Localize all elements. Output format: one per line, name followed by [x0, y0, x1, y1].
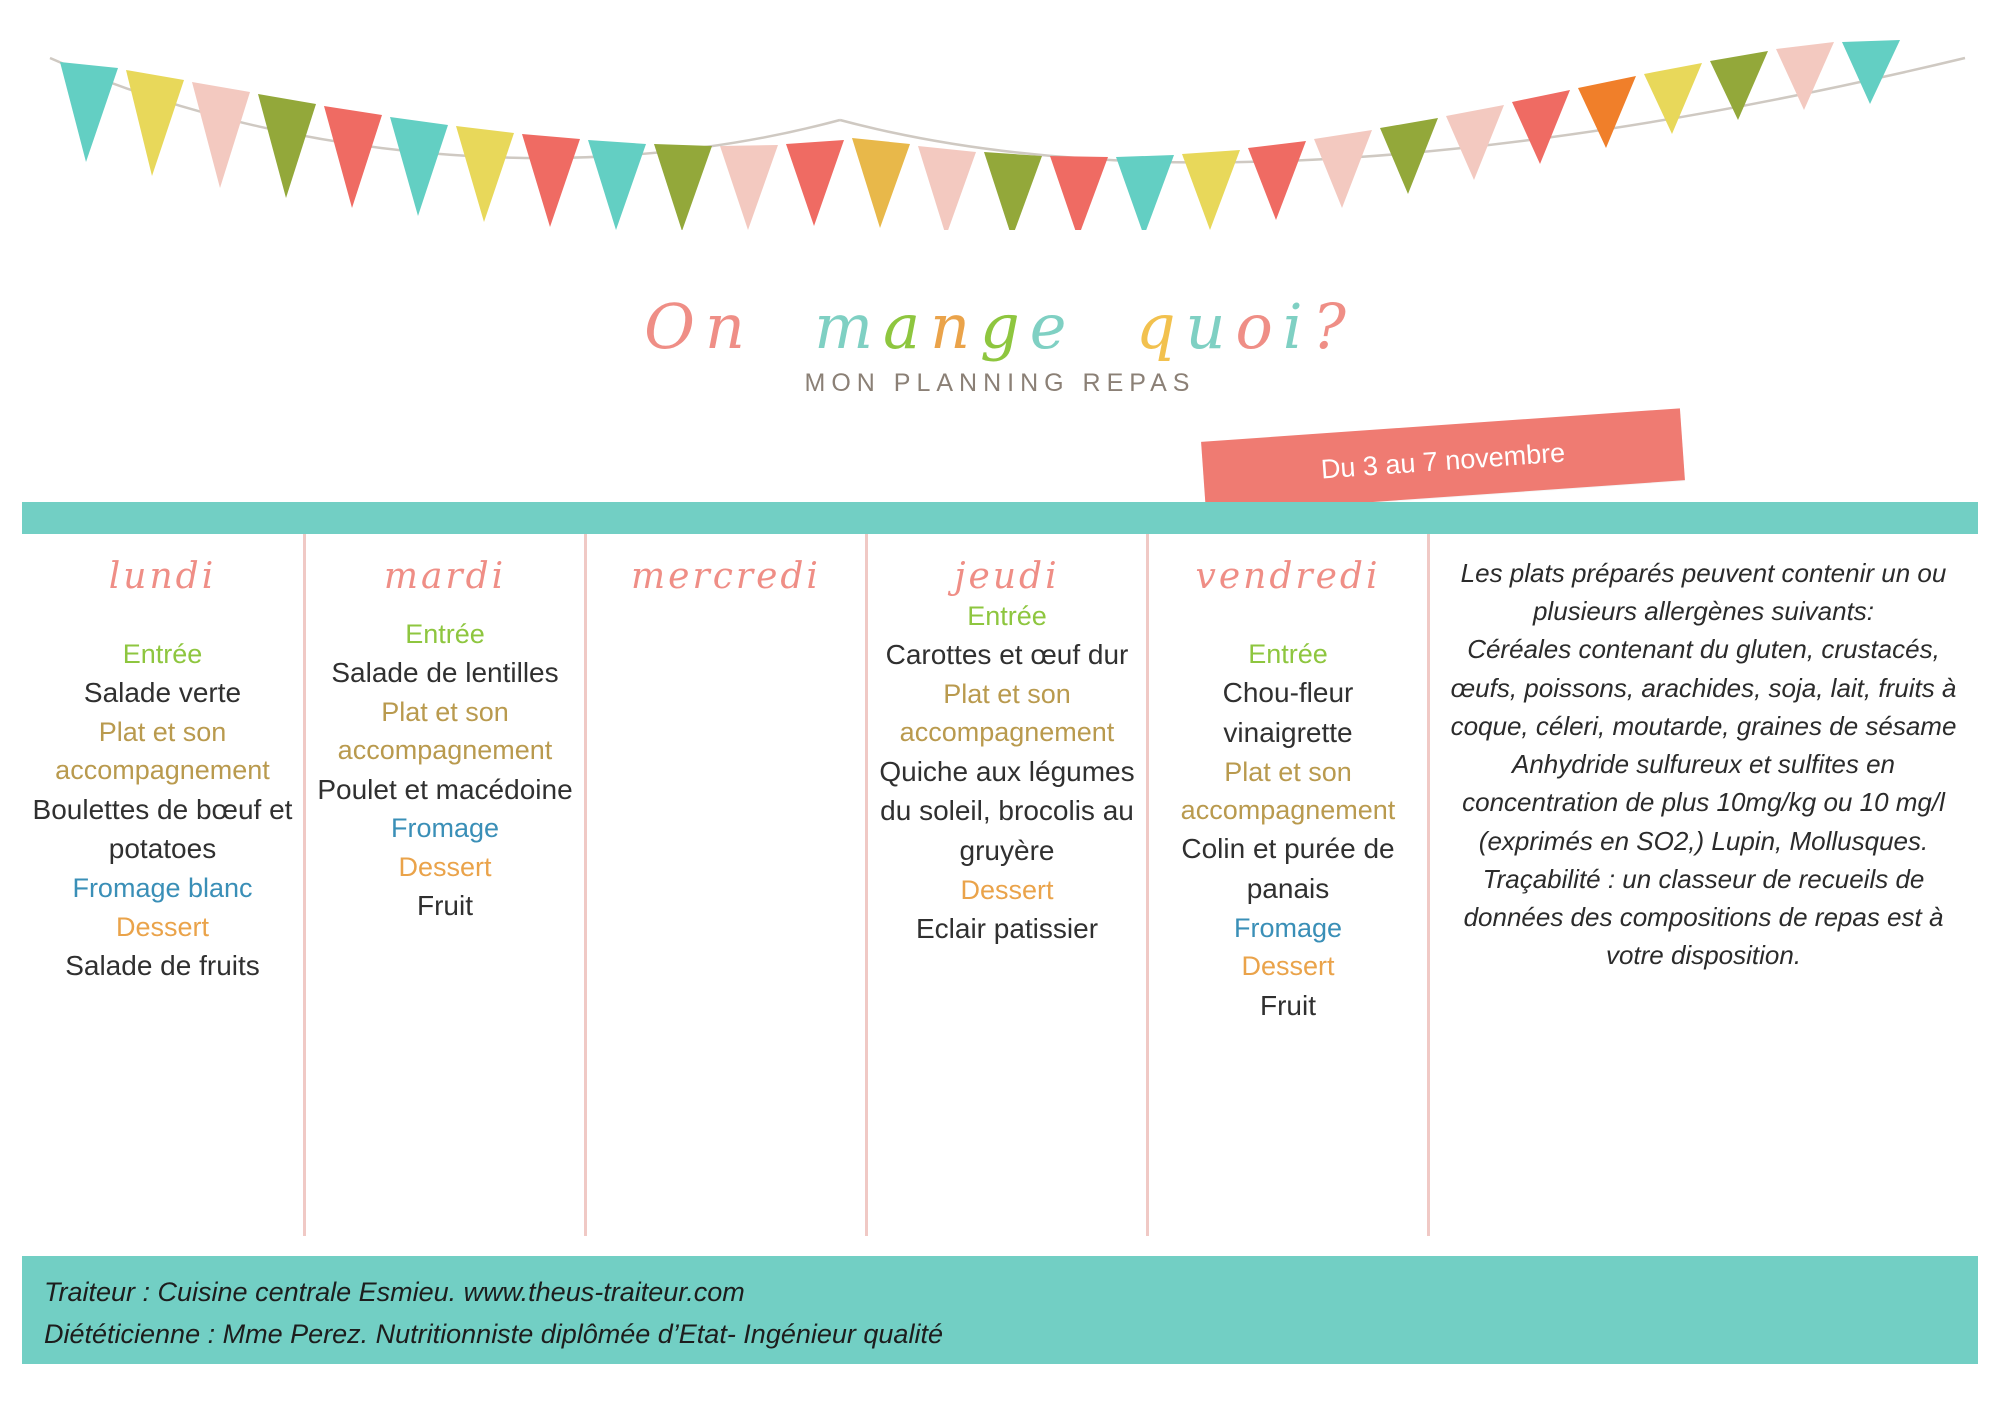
menu-mardi — [316, 615, 574, 926]
value-entree-vendredi: Chou-fleur vinaigrette — [1222, 677, 1354, 749]
day-column-lundi — [22, 534, 303, 1236]
label-plat-mardi: Plat et son accompagnement — [337, 697, 553, 766]
day-column-vendredi — [1146, 534, 1427, 1236]
value-entree-mardi: Salade de lentilles — [331, 657, 559, 689]
day-title-mardi: mardi — [383, 556, 507, 597]
allergen-paragraph-2: Céréales contenant du gluten, crustacés, œufs, poissons, arachides, soja, lait, fruits à coque, céleri, moutarde, graines de sésame — [1450, 634, 1957, 741]
day-title-jeudi: jeudi — [954, 556, 1060, 597]
day-title-mercredi: mercredi — [631, 556, 821, 597]
value-entree-lundi: Salade verte — [83, 677, 242, 709]
title-block — [0, 290, 2000, 398]
value-dessert-jeudi: Eclair patissier — [915, 913, 1099, 945]
menu-vendredi — [1159, 635, 1417, 1025]
label-plat-lundi: Plat et son accompagnement — [55, 717, 270, 786]
label-fromage-vendredi: Fromage — [1233, 912, 1343, 943]
footer-dietician: Diététicienne : Mme Perez. Nutritionniste diplômée d’Etat- Ingénieur qualité — [44, 1318, 943, 1349]
footer-caterer: Traiteur : Cuisine centrale Esmieu. www.theus-traiteur.com — [44, 1277, 745, 1307]
menu-jeudi — [878, 597, 1136, 949]
allergen-paragraph-3: Anhydride sulfureux et sulfites en concentration de plus 10mg/kg ou 10 mg/l (exprimés en SO2,) Lupin, Mollusques. — [1462, 749, 1945, 856]
day-title-lundi: lundi — [108, 556, 217, 597]
week-banner — [1201, 408, 1685, 513]
value-dessert-mardi: Fruit — [417, 890, 473, 922]
bunting-flags — [60, 40, 1900, 230]
value-plat-vendredi: Colin et purée de panais — [1181, 833, 1395, 905]
day-column-mardi — [303, 534, 584, 1236]
label-entree-jeudi: Entrée — [967, 601, 1047, 631]
value-plat-lundi: Boulettes de bœuf et potatoes — [32, 793, 293, 865]
value-plat-jeudi: Quiche aux légumes du soleil, brocolis au gruyère — [879, 755, 1135, 867]
allergen-notice — [1440, 554, 1967, 974]
value-dessert-lundi: Salade de fruits — [65, 949, 260, 981]
label-fromage-lundi: Fromage blanc — [72, 873, 253, 904]
footer — [22, 1256, 1978, 1364]
table-top-bar — [22, 502, 1978, 534]
day-title-vendredi: vendredi — [1195, 556, 1381, 597]
value-entree-jeudi: Carottes et œuf dur — [885, 639, 1129, 671]
value-plat-mardi: Poulet et macédoine — [317, 773, 573, 805]
label-dessert-lundi: Dessert — [115, 911, 210, 942]
page-title: On mange quoi? — [644, 290, 1356, 363]
menu-table — [22, 534, 1978, 1236]
label-dessert-jeudi: Dessert — [960, 874, 1054, 905]
label-entree-mardi: Entrée — [405, 619, 485, 649]
allergen-column — [1427, 534, 1977, 1236]
label-dessert-vendredi: Dessert — [1241, 951, 1335, 982]
day-column-mercredi — [584, 534, 865, 1236]
label-entree-vendredi: Entrée — [1248, 639, 1328, 669]
label-entree-lundi: Entrée — [122, 639, 203, 669]
label-dessert-mardi: Dessert — [398, 851, 492, 882]
week-banner-label: Du 3 au 7 novembre — [1319, 437, 1567, 484]
label-plat-jeudi: Plat et son accompagnement — [899, 679, 1115, 748]
label-plat-vendredi: Plat et son accompagnement — [1180, 756, 1396, 826]
day-column-jeudi — [865, 534, 1146, 1236]
value-dessert-vendredi: Fruit — [1260, 989, 1316, 1021]
page-subtitle: MON PLANNING REPAS — [804, 369, 1196, 397]
menu-lundi — [32, 635, 293, 986]
label-fromage-mardi: Fromage — [390, 813, 500, 844]
bunting-decoration — [40, 40, 1970, 230]
allergen-paragraph-1: Les plats préparés peuvent contenir un ou plusieurs allergènes suivants: — [1460, 558, 1947, 627]
allergen-paragraph-4: Traçabilité : un classeur de recueils de données des compositions de repas est à votre disposition. — [1463, 863, 1944, 971]
